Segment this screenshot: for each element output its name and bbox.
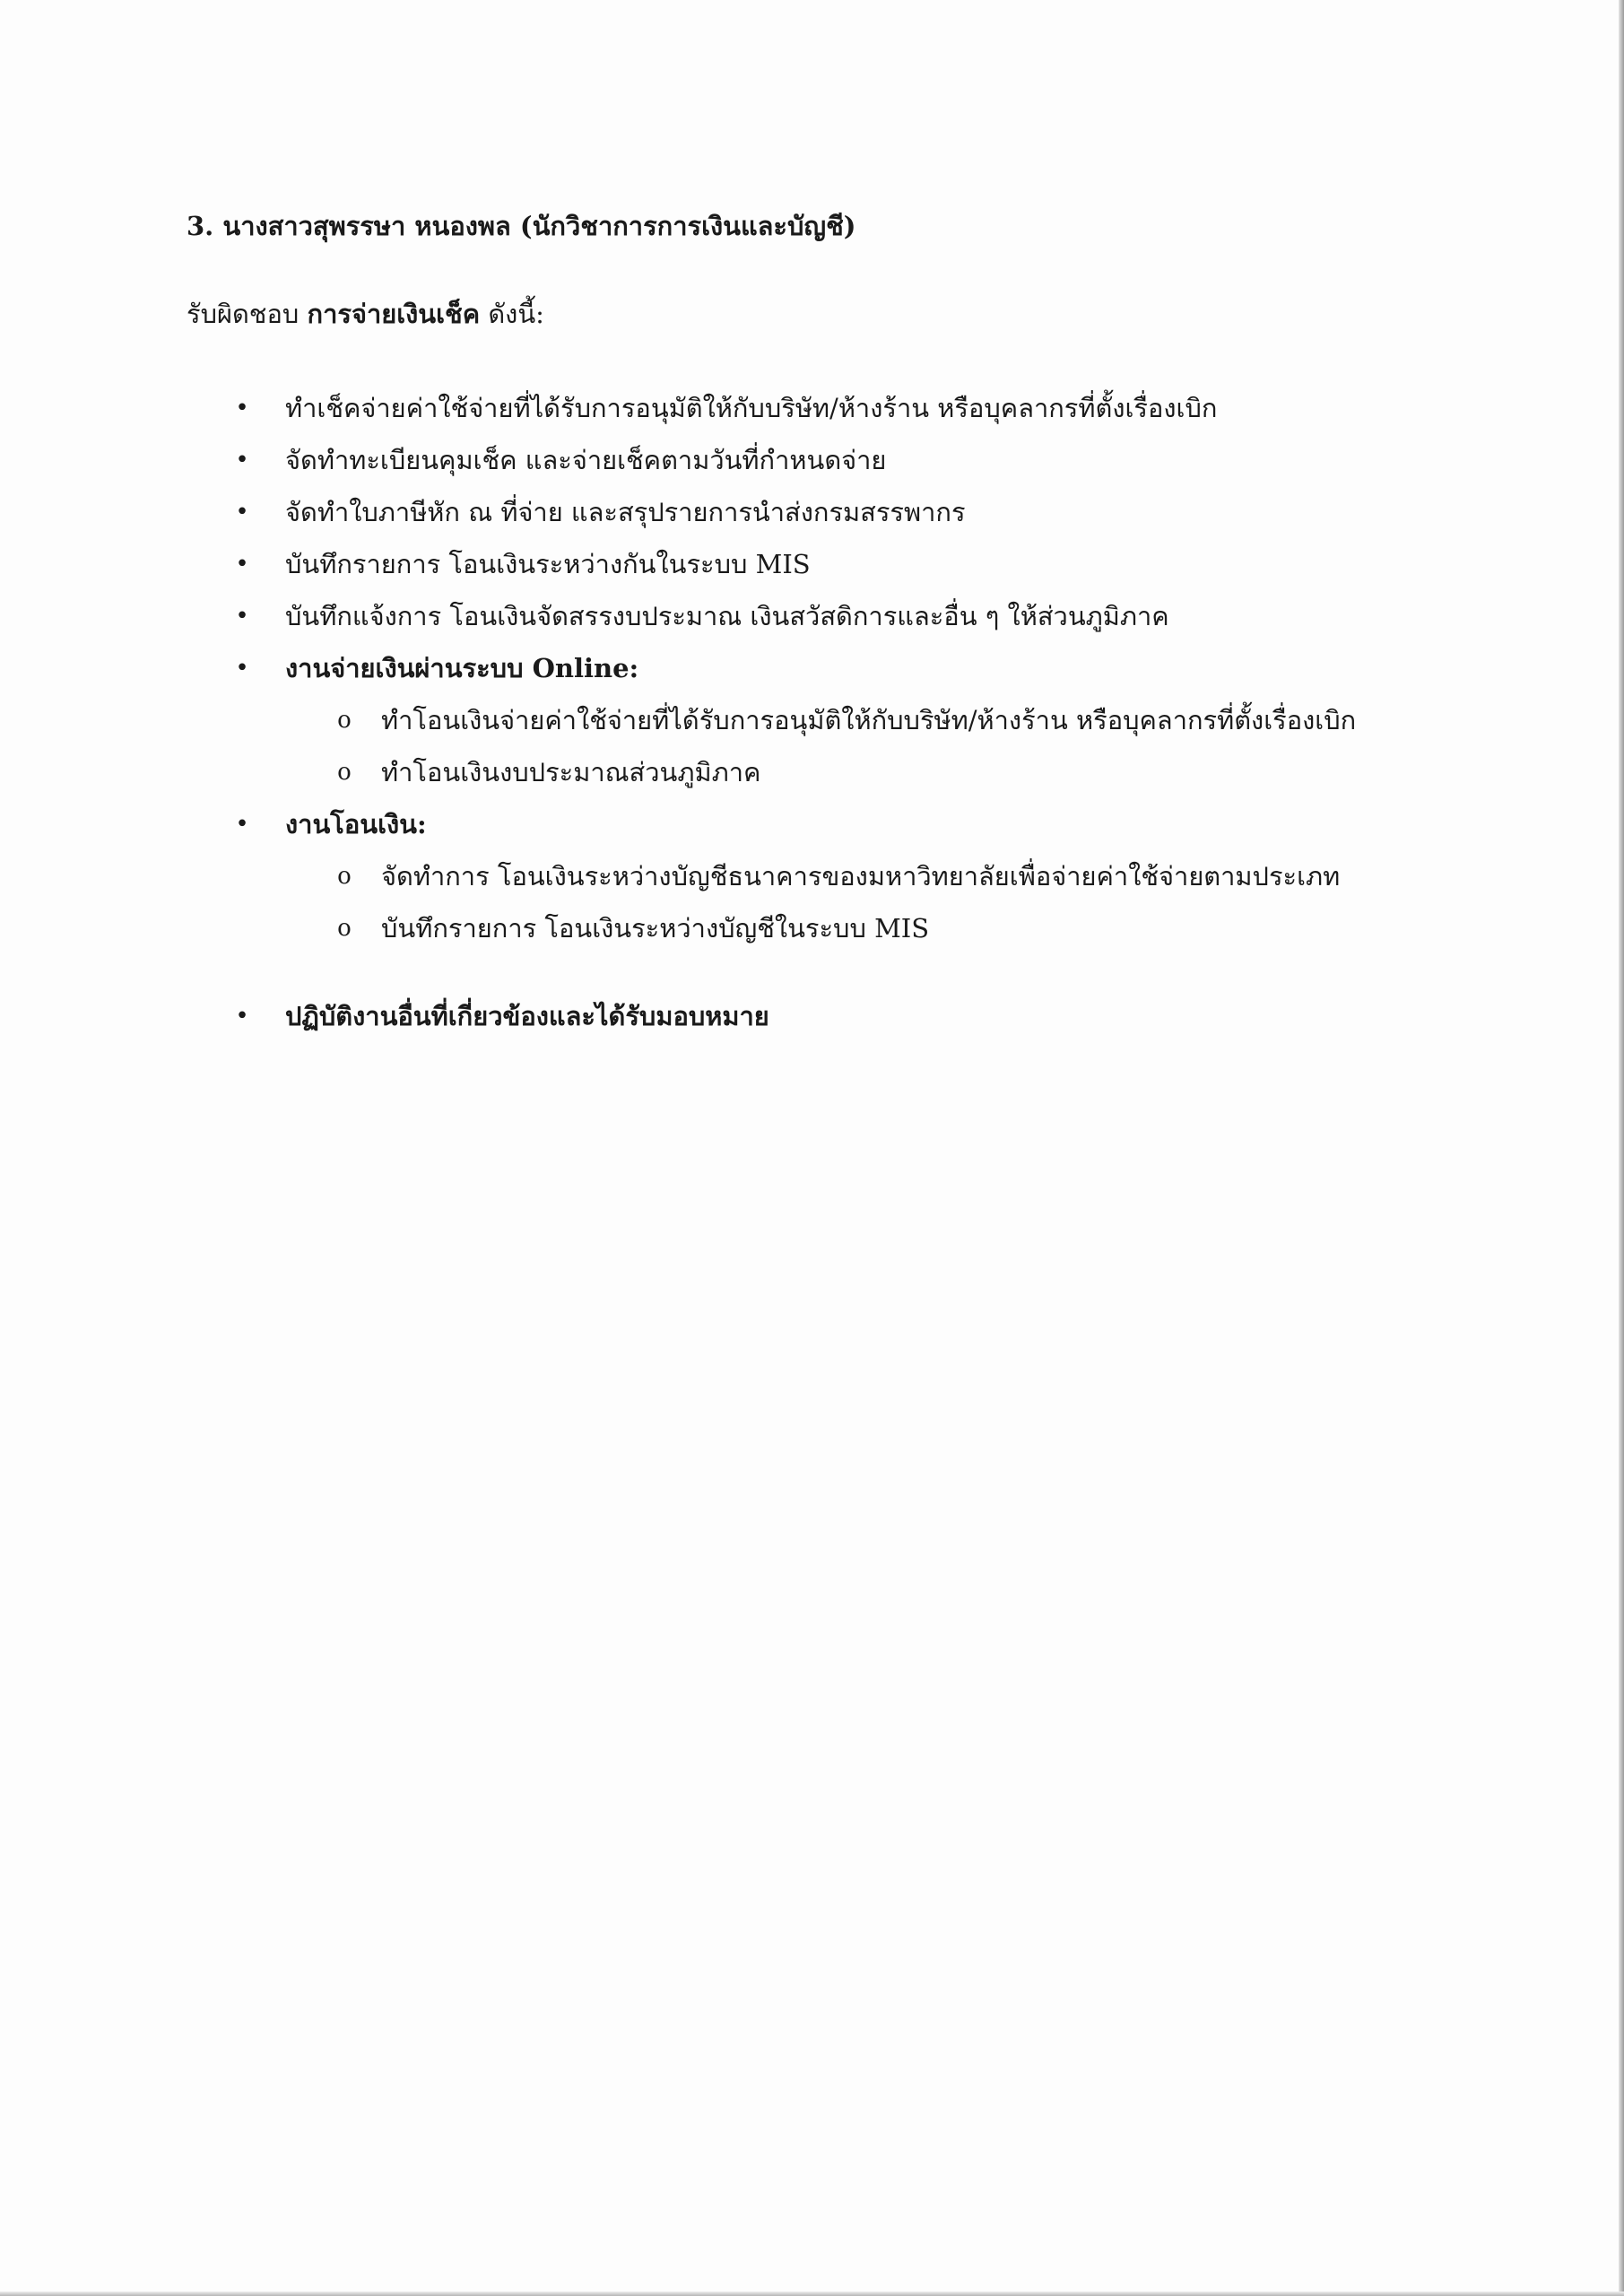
duty-item-text: ปฏิบัติงานอื่นที่เกี่ยวข้องและได้รับมอบหมาย [285, 1001, 769, 1031]
duty-item [187, 538, 1514, 590]
circle-bullet-icon: o [337, 863, 352, 890]
duty-list [187, 382, 1514, 1042]
sub-duty-item-text: ทำโอนเงินจ่ายค่าใช้จ่ายที่ได้รับการอนุมัติให้กับบริษัท/ห้างร้าน หรือบุคลากรที่ตั้งเรื่องเบิก [381, 705, 1357, 735]
bullet-icon: • [235, 395, 249, 422]
duty-group-title: งานจ่ายเงินผ่านระบบ Online: [285, 653, 639, 683]
duty-group-title: งานโอนเงิน: [285, 809, 427, 839]
intro-suffix: ดังนี้: [480, 299, 544, 329]
document-body [187, 204, 1514, 1042]
duty-item [187, 590, 1514, 642]
sub-duty-item-text: ทำโอนเงินงบประมาณส่วนภูมิภาค [381, 757, 761, 787]
duty-item-text: ทำเช็คจ่ายค่าใช้จ่ายที่ได้รับการอนุมัติให้กับบริษัท/ห้างร้าน หรือบุคลากรที่ตั้งเรื่องเบิก [285, 393, 1218, 423]
sub-duty-item [285, 746, 1514, 798]
section-heading: 3. นางสาวสุพรรษา หนองพล (นักวิชาการการเงินและบัญชี) [187, 211, 856, 241]
bullet-icon: • [235, 499, 249, 526]
scan-right-edge [1619, 0, 1624, 2296]
sub-duty-item [285, 902, 1514, 954]
sub-duty-list [285, 694, 1514, 798]
duty-group-transfer [187, 798, 1514, 954]
sub-duty-item [285, 694, 1514, 746]
duty-item-text: จัดทำใบภาษีหัก ณ ที่จ่าย และสรุปรายการนำส่งกรมสรรพากร [285, 497, 966, 527]
duty-item-other [187, 990, 1514, 1042]
bullet-icon: • [235, 447, 249, 474]
sub-duty-list [285, 850, 1514, 954]
bullet-icon: • [235, 551, 249, 578]
bullet-icon: • [235, 811, 249, 838]
circle-bullet-icon: o [337, 915, 352, 942]
intro-bold-term: การจ่ายเงินเช็ค [307, 299, 481, 329]
bullet-icon: • [235, 655, 249, 682]
scan-bottom-edge [0, 2292, 1624, 2296]
duty-group-online-payment [187, 642, 1514, 798]
duty-item [187, 486, 1514, 538]
circle-bullet-icon: o [337, 759, 352, 786]
duty-item-text: บันทึกรายการ โอนเงินระหว่างกันในระบบ MIS [285, 549, 811, 579]
bullet-icon: • [235, 1003, 249, 1030]
responsibility-intro [187, 292, 1514, 335]
sub-duty-item-text: บันทึกรายการ โอนเงินระหว่างบัญชีในระบบ MIS [381, 913, 930, 944]
bullet-icon: • [235, 603, 249, 630]
circle-bullet-icon: o [337, 707, 352, 734]
duty-item-text: บันทึกแจ้งการ โอนเงินจัดสรรงบประมาณ เงินสวัสดิการและอื่น ๆ ให้ส่วนภูมิภาค [285, 601, 1169, 631]
duty-item [187, 382, 1514, 434]
sub-duty-item-text: จัดทำการ โอนเงินระหว่างบัญชีธนาคารของมหาวิทยาลัยเพื่อจ่ายค่าใช้จ่ายตามประเภท [381, 861, 1341, 891]
duty-item [187, 434, 1514, 486]
intro-prefix: รับผิดชอบ [187, 299, 308, 329]
duty-item-text: จัดทำทะเบียนคุมเช็ค และจ่ายเช็คตามวันที่กำหนดจ่าย [285, 445, 887, 475]
sub-duty-item [285, 850, 1514, 902]
